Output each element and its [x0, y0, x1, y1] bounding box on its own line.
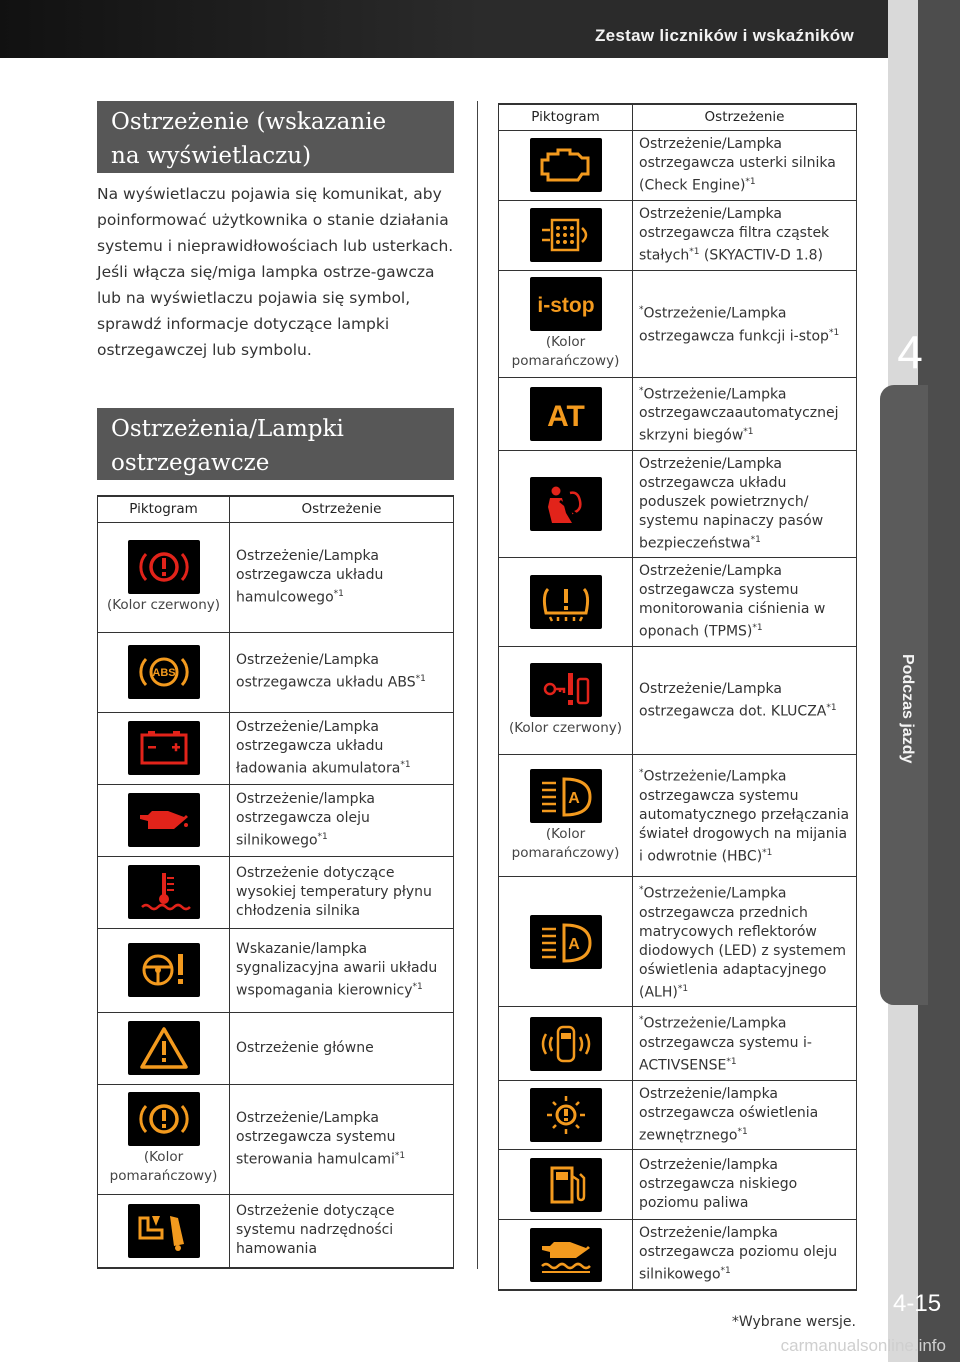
brake-override-icon — [128, 1204, 200, 1258]
table-row — [98, 1084, 454, 1194]
warning-text: Ostrzeżenie/Lampka ostrzegawcza systemu automatycznego przełączania świateł drogowych na mijania i odwrotnie (HBC) — [639, 769, 850, 865]
footnote-marker: *1 — [412, 981, 423, 992]
table-row — [499, 1007, 857, 1080]
warning-text: Ostrzeżenie/Lampka ostrzegawcza filtra cząstek stałych — [639, 205, 830, 264]
table-row — [499, 200, 857, 270]
table-row — [98, 712, 454, 784]
table-row — [98, 856, 454, 928]
footnote-marker: *1 — [737, 1126, 748, 1137]
tpms-icon — [530, 575, 602, 629]
table-row — [499, 755, 857, 877]
warning-text: Ostrzeżenie/lampka ostrzegawcza oświetlenia zewnętrznego — [639, 1085, 819, 1144]
warning-description — [633, 755, 857, 877]
warning-description — [633, 130, 857, 200]
footnote-marker: * — [639, 385, 644, 396]
warning-text: Ostrzeżenie/Lampka ostrzegawcza usterki silnika (Check Engine) — [639, 135, 836, 194]
warning-text: Ostrzeżenie główne — [236, 1039, 374, 1056]
warning-text: Ostrzeżenie dotyczące wysokiej temperatury płynu chłodzenia silnika — [236, 864, 432, 919]
pictogram-cell — [499, 377, 633, 450]
pictogram-cell — [499, 450, 633, 558]
footnote-marker: *1 — [400, 759, 411, 770]
footnote-marker: *1 — [826, 702, 837, 713]
footnote: *Wybrane wersje. — [731, 1314, 856, 1330]
pictogram-cell — [499, 200, 633, 270]
oil-can-icon — [128, 793, 200, 847]
table-row — [98, 522, 454, 632]
pictogram-cell — [98, 856, 230, 928]
footnote-marker: *1 — [317, 831, 328, 842]
warning-description — [633, 1220, 857, 1290]
footnote-marker: * — [639, 1015, 644, 1026]
warning-description — [230, 1194, 454, 1268]
color-note: (Kolor pomarańczowy) — [109, 1149, 218, 1184]
warning-description — [633, 200, 857, 270]
master-warning-icon — [128, 1021, 200, 1075]
footnote-marker: *1 — [762, 848, 773, 859]
pictogram-cell — [98, 784, 230, 856]
color-note: (Kolor czerwony) — [508, 720, 623, 737]
table-row — [499, 1220, 857, 1290]
warning-description — [633, 1007, 857, 1080]
section-heading-display-warning — [97, 101, 454, 173]
warning-description — [633, 1150, 857, 1220]
airbag-icon — [530, 477, 602, 531]
footnote-marker: *1 — [750, 534, 761, 545]
steering-warning-icon — [128, 943, 200, 997]
column-header-pictogram: Piktogram — [499, 104, 633, 130]
warning-text: Ostrzeżenie dotyczące systemu nadrzędności hamowania — [236, 1203, 395, 1258]
section-heading-warning-lamps — [97, 408, 454, 480]
footnote-marker: * — [639, 768, 644, 779]
table-row — [499, 270, 857, 377]
svg-text:i-stop: i-stop — [536, 293, 595, 317]
warning-text: Ostrzeżenie/Lampka ostrzegawcza systemu i-ACTIVSENSE — [639, 1016, 812, 1074]
section-heading-line: Ostrzeżenie (wskazanie — [111, 109, 387, 135]
warning-description — [633, 647, 857, 755]
warning-text: Ostrzeżenie/lampka ostrzegawcza oleju silnikowego — [236, 790, 376, 849]
warning-text: Ostrzeżenie/Lampka ostrzegawcza układu hamulcowego — [236, 547, 384, 606]
column-header-pictogram: Piktogram — [98, 496, 230, 522]
warning-description — [230, 784, 454, 856]
footnote-marker: *1 — [689, 246, 700, 257]
pictogram-cell — [499, 558, 633, 647]
battery-icon — [128, 721, 200, 775]
footnote-marker: *1 — [415, 674, 426, 685]
intro-paragraph: Na wyświetlaczu pojawia się komunikat, aby poinformować użytkownika o stanie działania systemu i nieprawidłowościach lub usterkach. Jeśli włącza się/miga lampka ostrze-gawcza lub na wyświetlaczu pojawia się symbol, sprawdź informacje dotyczące lampki ostrzegawczej lub symbolu. — [97, 185, 454, 359]
table-row — [499, 130, 857, 200]
warning-description — [633, 558, 857, 647]
footnote-marker: *1 — [745, 176, 756, 187]
pictogram-cell — [499, 1220, 633, 1290]
pictogram-cell — [98, 632, 230, 712]
color-note: (Kolor pomarańczowy) — [511, 825, 620, 861]
warning-description — [230, 1084, 454, 1194]
warning-text: Ostrzeżenie/Lampka ostrzegawcza funkcji i-stop — [639, 305, 829, 345]
brake-red-icon — [128, 540, 200, 594]
warning-text: Ostrzeżenie/Lampka ostrzegawcza układu ładowania akumulatora — [236, 718, 401, 777]
warning-description — [230, 522, 454, 632]
svg-text:ABS: ABS — [151, 667, 176, 679]
exterior-light-icon — [530, 1088, 602, 1142]
pictogram-cell — [499, 1080, 633, 1150]
brake-orange-icon — [128, 1092, 200, 1146]
pictogram-cell — [98, 522, 230, 632]
pictogram-cell — [499, 1150, 633, 1220]
warning-text: Ostrzeżenie/lampka ostrzegawcza niskiego poziomu paliwa — [639, 1157, 798, 1212]
pictogram-cell — [499, 1007, 633, 1080]
footnote-marker: *1 — [726, 1057, 737, 1068]
warning-description — [230, 712, 454, 784]
footnote-marker: *1 — [720, 1266, 731, 1277]
headlight-auto-icon — [530, 769, 602, 823]
table-row — [499, 877, 857, 1007]
section-heading-line: Ostrzeżenia/Lampki — [111, 416, 344, 442]
table-row — [98, 928, 454, 1012]
table-row — [499, 377, 857, 450]
section-heading-line: ostrzegawcze — [111, 450, 270, 476]
table-row — [98, 1012, 454, 1084]
check-engine-icon — [530, 138, 602, 192]
abs-icon — [128, 645, 200, 699]
warning-text: Wskazanie/lampka sygnalizacyjna awarii układu wspomagania kierownicy — [236, 940, 438, 999]
i-activsense-icon — [530, 1017, 602, 1071]
color-note: (Kolor czerwony) — [106, 596, 221, 613]
pictogram-cell — [98, 1084, 230, 1194]
column-divider — [477, 101, 478, 1269]
table-row — [499, 558, 857, 647]
warning-text: Ostrzeżenie/Lampka ostrzegawcza systemu monitorowania ciśnienia w oponach (TPMS) — [639, 563, 826, 641]
footnote-marker: * — [639, 885, 644, 896]
pictogram-cell — [499, 877, 633, 1007]
key-warning-icon — [530, 663, 602, 717]
footnote-marker: *1 — [828, 327, 840, 338]
table-row — [499, 647, 857, 755]
pictogram-cell — [499, 755, 633, 877]
warning-description — [230, 856, 454, 928]
coolant-temp-icon — [128, 865, 200, 919]
warning-description — [633, 377, 857, 450]
warning-description — [633, 270, 857, 377]
pictogram-cell — [98, 928, 230, 1012]
footnote-marker: *1 — [333, 588, 344, 599]
page-header-title: Zestaw liczników i wskaźników — [594, 26, 854, 45]
pictogram-cell — [499, 270, 633, 377]
at-icon — [530, 387, 602, 441]
warning-description — [230, 1012, 454, 1084]
footnote-marker: *1 — [743, 427, 754, 438]
table-row — [98, 632, 454, 712]
warning-text: Ostrzeżenie/Lampka ostrzegawczaautomatycznej skrzyni biegów — [639, 386, 839, 444]
color-note: (Kolor pomarańczowy) — [511, 333, 620, 369]
svg-text:AT: AT — [546, 399, 585, 433]
watermark: carmanualsonline.info — [780, 1336, 946, 1355]
pictogram-cell — [98, 1194, 230, 1268]
warning-table-left — [97, 495, 454, 1269]
fuel-icon — [530, 1158, 602, 1212]
warning-description — [633, 877, 857, 1007]
warning-text: Ostrzeżenie/Lampka ostrzegawcza systemu sterowania hamulcami — [236, 1109, 396, 1168]
warning-table-right — [498, 103, 857, 1291]
page-number: 4-15 — [893, 1290, 942, 1317]
warning-text: Ostrzeżenie/Lampka ostrzegawcza dot. KLUCZA — [639, 680, 827, 720]
pictogram-cell — [499, 130, 633, 200]
footnote-marker: *1 — [752, 623, 763, 634]
column-header-warning: Ostrzeżenie — [633, 104, 857, 130]
pictogram-cell — [98, 712, 230, 784]
warning-text: Ostrzeżenie/Lampka ostrzegawcza przednich matrycowych reflektorów diodowych (LED) z systemem oświetlenia adaptacyjnego (ALH) — [639, 885, 847, 1001]
warning-text: Ostrzeżenie/lampka ostrzegawcza poziomu oleju silnikowego — [639, 1225, 838, 1284]
diesel-particulate-icon — [530, 208, 602, 262]
pictogram-cell — [499, 647, 633, 755]
oil-level-icon — [530, 1228, 602, 1282]
svg-text:A: A — [567, 789, 580, 807]
warning-text: Ostrzeżenie/Lampka ostrzegawcza układu poduszek powietrznych/ systemu napinaczy pasów bezpieczeństwa — [639, 455, 824, 552]
section-heading-line: na wyświetlaczu) — [111, 143, 312, 169]
table-row — [499, 1080, 857, 1150]
i-stop-icon — [530, 277, 602, 331]
table-row — [98, 784, 454, 856]
warning-description — [633, 1080, 857, 1150]
svg-text:A: A — [567, 935, 580, 953]
warning-text: Ostrzeżenie/Lampka ostrzegawcza układu ABS — [236, 652, 416, 691]
table-row — [499, 450, 857, 558]
footnote-marker: *1 — [394, 1150, 406, 1161]
warning-description — [230, 632, 454, 712]
footnote-marker: *1 — [677, 983, 689, 994]
chapter-number: 4 — [897, 326, 923, 378]
pictogram-cell — [98, 1012, 230, 1084]
column-header-warning: Ostrzeżenie — [230, 496, 454, 522]
footnote-marker: * — [639, 304, 644, 315]
warning-text-suffix: (SKYACTIV-D 1.8) — [699, 247, 823, 264]
table-row — [98, 1194, 454, 1268]
warning-description — [230, 928, 454, 1012]
headlight-auto-icon — [530, 915, 602, 969]
chapter-label: Podczas jazdy — [899, 654, 916, 764]
warning-description — [633, 450, 857, 558]
table-row — [499, 1150, 857, 1220]
